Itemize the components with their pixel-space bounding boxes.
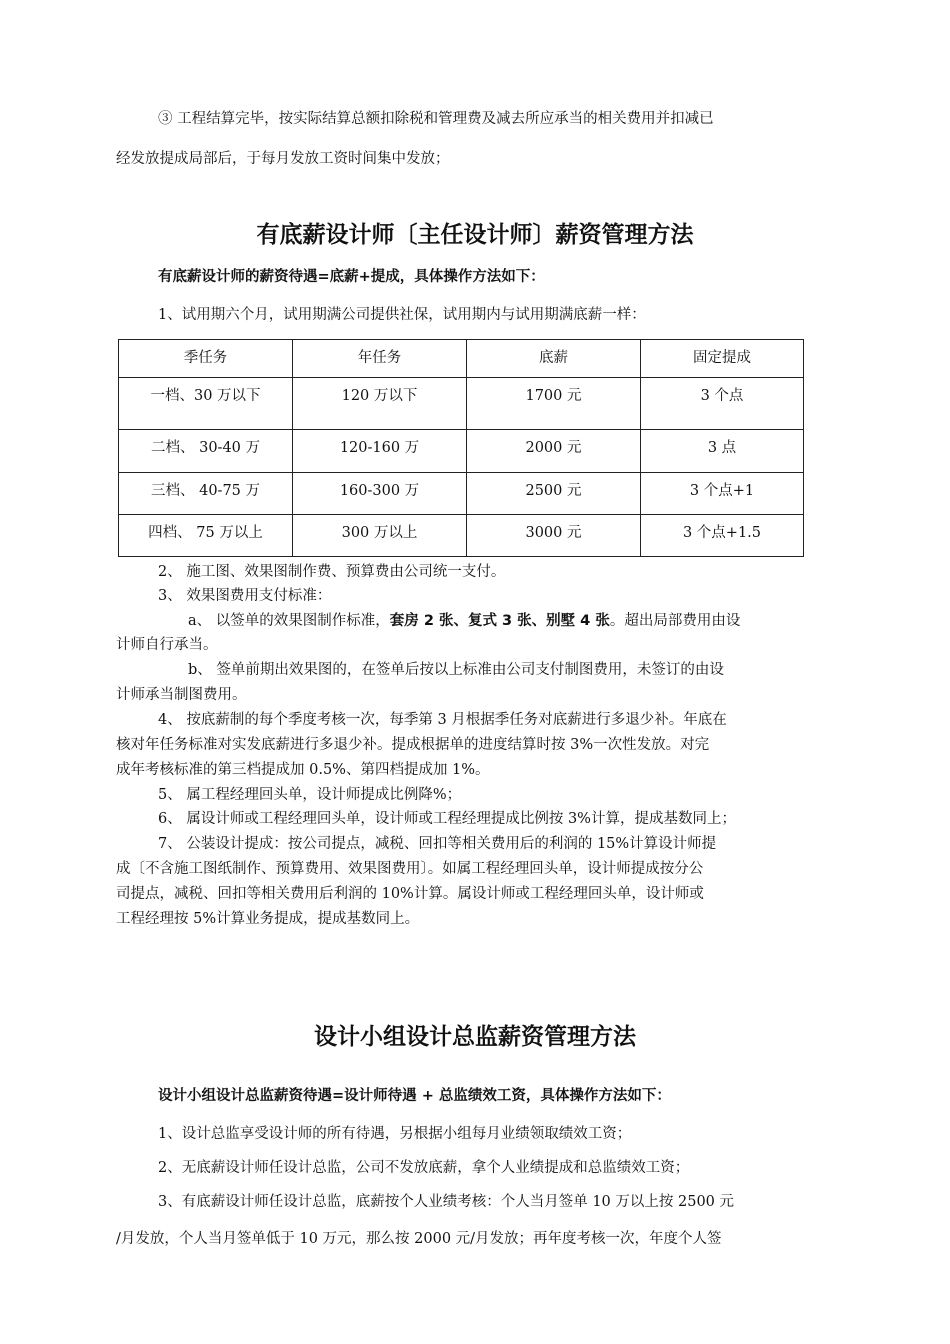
section1-item-2: 2、 施工图、效果图制作费、预算费由公司统一支付。 <box>158 564 506 580</box>
table-cell: 3 个点+1.5 <box>641 515 804 557</box>
table-cell: 1700 元 <box>467 378 641 430</box>
table-cell: 2000 元 <box>467 430 641 473</box>
table-cell: 3 个点 <box>641 378 804 430</box>
table-cell: 160-300 万 <box>293 473 467 515</box>
table-cell: 120 万以下 <box>293 378 467 430</box>
section1-item-7-line-4: 工程经理按 5%计算业务提成，提成基数同上。 <box>116 911 420 927</box>
table-cell: 3000 元 <box>467 515 641 557</box>
section1-item-7-line-1: 7、 公装设计提成：按公司提点，减税、回扣等相关费用后的利润的 15%计算设计师提 <box>158 836 717 852</box>
table-header-cell: 季任务 <box>119 340 293 378</box>
intro-line-1: ③ 工程结算完毕，按实际结算总额扣除税和管理费及减去所应承当的相关费用并扣减已 <box>158 111 714 127</box>
section2-title: 设计小组设计总监薪资管理方法 <box>314 1024 636 1050</box>
section1-item-3: 3、 效果图费用支付标准： <box>158 588 332 604</box>
section1-item-4-line-3: 成年考核标准的第三档提成加 0.5%、第四档提成加 1%。 <box>116 762 490 778</box>
section1-item-4-line-2: 核对年任务标准对实发底薪进行多退少补。提成根据单的进度结算时按 3%一次性发放。对完 <box>116 737 710 753</box>
section1-item-7-line-2: 成〔不含施工图纸制作、预算费用、效果图费用〕。如属工程经理回头单，设计师提成按分公 <box>116 861 704 877</box>
table-cell: 3 点 <box>641 430 804 473</box>
table-header-cell: 固定提成 <box>641 340 804 378</box>
section1-item-5: 5、 属工程经理回头单，设计师提成比例降%； <box>158 787 462 803</box>
table-header-cell: 年任务 <box>293 340 467 378</box>
table-row <box>119 430 804 473</box>
salary-table <box>118 339 804 557</box>
table-header-cell: 底薪 <box>467 340 641 378</box>
section2-subtitle: 设计小组设计总监薪资待遇=设计师待遇 + 总监绩效工资，具体操作方法如下： <box>158 1088 671 1104</box>
section1-title: 有底薪设计师〔主任设计师〕薪资管理方法 <box>256 222 694 248</box>
table-cell: 一档、30 万以下 <box>119 378 293 430</box>
section1-subtitle: 有底薪设计师的薪资待遇=底薪+提成，具体操作方法如下： <box>158 269 545 285</box>
section2-item-1: 1、设计总监享受设计师的所有待遇，另根据小组每月业绩领取绩效工资； <box>158 1126 632 1142</box>
table-cell: 3 个点+1 <box>641 473 804 515</box>
table-row <box>119 473 804 515</box>
section1-item-3b-line-2: 计师承当制图费用。 <box>116 687 247 703</box>
section1-item-3a-line-2: 计师自行承当。 <box>116 637 218 653</box>
item-3a-bold-text: 套房 2 张、复式 3 张、别墅 4 张 <box>389 613 610 629</box>
section1-item-3a <box>188 612 740 630</box>
table-row <box>119 378 804 430</box>
table-cell: 2500 元 <box>467 473 641 515</box>
intro-line-2: 经发放提成局部后，于每月发放工资时间集中发放； <box>116 151 450 167</box>
table-cell: 四档、 75 万以上 <box>119 515 293 557</box>
section1-item-7-line-3: 司提点，减税、回扣等相关费用后利润的 10%计算。属设计师或工程经理回头单，设计师或 <box>116 886 704 902</box>
item-3a-text: a、 以签单的效果图制作标准， <box>188 613 390 629</box>
table-header-row <box>119 340 804 378</box>
section2-item-2: 2、无底薪设计师任设计总监，公司不发放底薪，拿个人业绩提成和总监绩效工资； <box>158 1160 690 1176</box>
section1-item-6: 6、 属设计师或工程经理回头单，设计师或工程经理提成比例按 3%计算，提成基数同上； <box>158 811 736 827</box>
table-cell: 三档、 40-75 万 <box>119 473 293 515</box>
table-row <box>119 515 804 557</box>
table-cell: 120-160 万 <box>293 430 467 473</box>
item-3a-text-end: 。超出局部费用由设 <box>609 613 741 629</box>
section1-item-4-line-1: 4、 按底薪制的每个季度考核一次，每季第 3 月根据季任务对底薪进行多退少补。年底在 <box>158 712 727 728</box>
table-cell: 300 万以上 <box>293 515 467 557</box>
section1-item-1: 1、试用期六个月，试用期满公司提供社保，试用期内与试用期满底薪一样： <box>158 307 646 323</box>
section1-item-3b-line-1: b、 签单前期出效果图的，在签单后按以上标准由公司支付制图费用，未签订的由设 <box>188 662 724 678</box>
section2-item-3-line-2: /月发放，个人当月签单低于 10 万元，那么按 2000 元/月发放；再年度考核一次，年度个人签 <box>116 1231 722 1247</box>
table-cell: 二档、 30-40 万 <box>119 430 293 473</box>
section2-item-3-line-1: 3、有底薪设计师任设计总监，底薪按个人业绩考核：个人当月签单 10 万以上按 2500 元 <box>158 1194 735 1210</box>
